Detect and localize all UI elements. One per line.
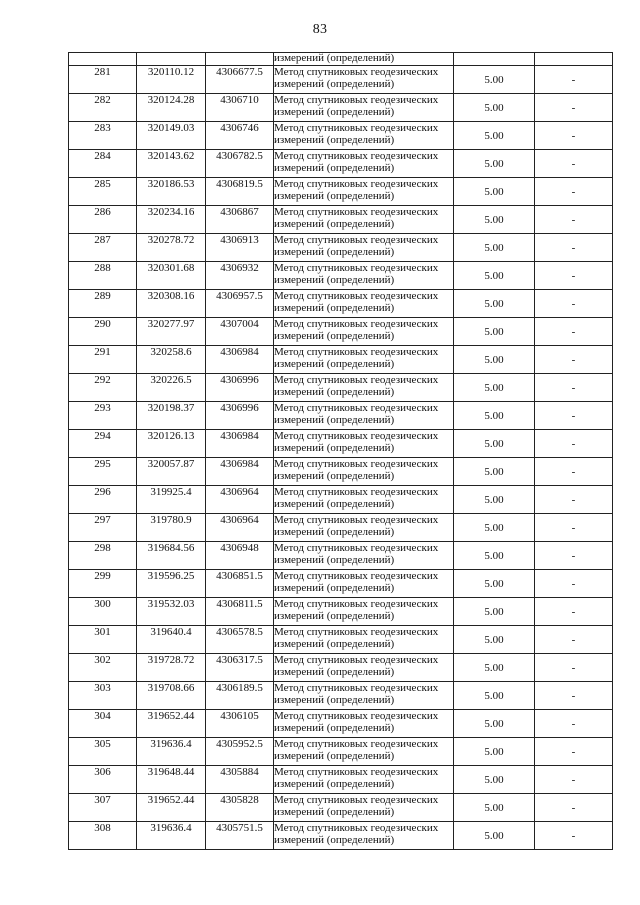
method-line-2: измерений (определений) [274,834,395,846]
cell-extra: - [535,122,613,150]
method-line-1: Метод спутниковых геодезических [274,626,439,638]
cell-method [274,430,454,458]
cell-x-coordinate: 320124.28 [137,94,206,122]
table-row [69,66,613,94]
cell-y-coordinate: 4306578.5 [206,626,274,654]
method-line-2: измерений (определений) [274,218,395,230]
cell-extra: - [535,206,613,234]
method-line-1: Метод спутниковых геодезических [274,122,439,134]
cell-y-coordinate: 4306746 [206,122,274,150]
cell-y-coordinate: 4306105 [206,710,274,738]
cell-x-coordinate: 319532.03 [137,598,206,626]
method-line-1: Метод спутниковых геодезических [274,766,439,778]
cell-method [274,710,454,738]
cell-x-coordinate: 320234.16 [137,206,206,234]
method-line-1: Метод спутниковых геодезических [274,66,439,78]
cell-accuracy: 5.00 [454,486,535,514]
cell-point-number: 296 [69,486,137,514]
cell-x-coordinate: 320308.16 [137,290,206,318]
cell-extra: - [535,710,613,738]
table-row [69,290,613,318]
method-line-2: измерений (определений) [274,526,395,538]
method-line-1: Метод спутниковых геодезических [274,822,439,834]
cell-y-coordinate: 4305952.5 [206,738,274,766]
method-line-1: Метод спутниковых геодезических [274,570,439,582]
cell-accuracy [454,53,535,66]
method-line-2: измерений (определений) [274,330,395,342]
method-line-1: Метод спутниковых геодезических [274,374,439,386]
cell-x-coordinate: 320110.12 [137,66,206,94]
cell-method [274,598,454,626]
cell-method [274,150,454,178]
cell-y-coordinate: 4306996 [206,402,274,430]
cell-extra: - [535,514,613,542]
cell-x-coordinate: 320149.03 [137,122,206,150]
cell-accuracy: 5.00 [454,290,535,318]
cell-x-coordinate: 320057.87 [137,458,206,486]
method-line-1: Метод спутниковых геодезических [274,682,439,694]
method-line-2: измерений (определений) [274,470,395,482]
cell-extra: - [535,430,613,458]
cell-extra: - [535,598,613,626]
cell-accuracy: 5.00 [454,430,535,458]
cell-method [274,794,454,822]
method-line-2: измерений (определений) [274,778,395,790]
cell-point-number: 304 [69,710,137,738]
cell-method [274,262,454,290]
method-line-2: измерений (определений) [274,554,395,566]
cell-point-number: 291 [69,346,137,374]
cell-method [274,766,454,794]
cell-point-number: 305 [69,738,137,766]
cell-y-coordinate: 4306710 [206,94,274,122]
method-line-1: Метод спутниковых геодезических [274,402,439,414]
cell-accuracy: 5.00 [454,234,535,262]
cell-point-number: 297 [69,514,137,542]
cell-y-coordinate: 4306867 [206,206,274,234]
method-line-2: измерений (определений) [274,246,395,258]
cell-method [274,206,454,234]
table-row [69,430,613,458]
cell-method [274,66,454,94]
cell-point-number: 282 [69,94,137,122]
cell-extra: - [535,402,613,430]
cell-x-coordinate: 320226.5 [137,374,206,402]
method-line-2: измерений (определений) [274,498,395,510]
cell-x-coordinate: 320277.97 [137,318,206,346]
method-line-2: измерений (определений) [274,750,395,762]
cell-x-coordinate: 320278.72 [137,234,206,262]
cell-point-number: 290 [69,318,137,346]
cell-method [274,626,454,654]
cell-method [274,94,454,122]
cell-y-coordinate: 4306957.5 [206,290,274,318]
table-row [69,94,613,122]
cell-point-number: 284 [69,150,137,178]
cell-extra: - [535,570,613,598]
cell-method [274,738,454,766]
table-row [69,150,613,178]
cell-accuracy: 5.00 [454,654,535,682]
method-line-2: измерений (определений) [274,414,395,426]
cell-x-coordinate: 319636.4 [137,738,206,766]
table-row [69,486,613,514]
cell-extra: - [535,94,613,122]
cell-point-number: 302 [69,654,137,682]
cell-extra: - [535,486,613,514]
cell-x-coordinate: 320126.13 [137,430,206,458]
method-line-1: Метод спутниковых геодезических [274,318,439,330]
cell-accuracy: 5.00 [454,206,535,234]
cell-y-coordinate: 4306851.5 [206,570,274,598]
cell-extra: - [535,626,613,654]
cell-accuracy: 5.00 [454,262,535,290]
cell-x-coordinate: 319640.4 [137,626,206,654]
cell-accuracy: 5.00 [454,374,535,402]
table-row [69,234,613,262]
method-line-1: Метод спутниковых геодезических [274,94,439,106]
cell-extra: - [535,654,613,682]
method-line-1: Метод спутниковых геодезических [274,486,439,498]
cell-accuracy: 5.00 [454,458,535,486]
cell-accuracy: 5.00 [454,402,535,430]
cell-method [274,822,454,850]
cell-y-coordinate: 4306984 [206,430,274,458]
method-line-1: Метод спутниковых геодезических [274,598,439,610]
method-line-2: измерений (определений) [274,78,395,90]
cell-point-number: 281 [69,66,137,94]
table-row [69,710,613,738]
cell-point-number: 303 [69,682,137,710]
cell-accuracy: 5.00 [454,94,535,122]
page-number: 83 [312,22,328,37]
cell-y-coordinate: 4305751.5 [206,822,274,850]
cell-x-coordinate: 319636.4 [137,822,206,850]
cell-point-number: 301 [69,626,137,654]
cell-y-coordinate: 4306811.5 [206,598,274,626]
cell-x-coordinate: 319708.66 [137,682,206,710]
cell-accuracy: 5.00 [454,598,535,626]
cell-extra: - [535,766,613,794]
cell-x-coordinate: 319652.44 [137,794,206,822]
cell-x-coordinate: 320186.53 [137,178,206,206]
cell-method [274,290,454,318]
method-line-1: Метод спутниковых геодезических [274,290,439,302]
method-line-1: Метод спутниковых геодезических [274,234,439,246]
method-line-2: измерений (определений) [274,694,395,706]
method-line-2: измерений (определений) [274,722,395,734]
cell-accuracy: 5.00 [454,514,535,542]
cell-x-coordinate: 319652.44 [137,710,206,738]
table-row [69,766,613,794]
method-line-2: измерений (определений) [274,638,395,650]
cell-extra: - [535,290,613,318]
table-row [69,654,613,682]
method-line-1: Метод спутниковых геодезических [274,794,439,806]
method-line-2: измерений (определений) [274,190,395,202]
cell-method [274,402,454,430]
cell-y-coordinate: 4306964 [206,486,274,514]
cell-y-coordinate: 4306677.5 [206,66,274,94]
cell-y-coordinate: 4306913 [206,234,274,262]
cell-point-number: 287 [69,234,137,262]
cell-y [206,53,274,66]
cell-y-coordinate: 4306984 [206,458,274,486]
table-row [69,822,613,850]
cell-y-coordinate: 4306996 [206,374,274,402]
method-line-1: Метод спутниковых геодезических [274,542,439,554]
cell-method [274,122,454,150]
method-line-2: измерений (определений) [274,106,395,118]
cell-point-number: 289 [69,290,137,318]
table-row [69,682,613,710]
cell-extra: - [535,66,613,94]
cell-accuracy: 5.00 [454,346,535,374]
cell-y-coordinate: 4306948 [206,542,274,570]
method-line-1: Метод спутниковых геодезических [274,206,439,218]
table-row [69,262,613,290]
table-row [69,514,613,542]
cell-extra: - [535,346,613,374]
cell-x [137,53,206,66]
method-line-1: Метод спутниковых геодезических [274,458,439,470]
cell-accuracy: 5.00 [454,682,535,710]
cell-method [274,542,454,570]
cell-accuracy: 5.00 [454,710,535,738]
cell-y-coordinate: 4307004 [206,318,274,346]
cell-method [274,318,454,346]
cell-accuracy: 5.00 [454,66,535,94]
cell-extra: - [535,374,613,402]
cell-point-number: 285 [69,178,137,206]
cell-method [274,178,454,206]
cell-point-number: 300 [69,598,137,626]
cell-point-number: 288 [69,262,137,290]
table-row [69,794,613,822]
table-row [69,346,613,374]
cell-point-number: 299 [69,570,137,598]
cell-method: измерений (определений) [274,53,454,66]
cell-y-coordinate: 4306819.5 [206,178,274,206]
method-line-2: измерений (определений) [274,386,395,398]
cell-method [274,234,454,262]
cell-y-coordinate: 4305828 [206,794,274,822]
method-line-2: измерений (определений) [274,134,395,146]
method-line-2: измерений (определений) [274,442,395,454]
cell-extra: - [535,150,613,178]
method-line-2: измерений (определений) [274,162,395,174]
cell-point-number: 306 [69,766,137,794]
method-line-2: измерений (определений) [274,666,395,678]
cell-point-number: 283 [69,122,137,150]
table-row [69,598,613,626]
cell-accuracy: 5.00 [454,794,535,822]
cell-point-number: 307 [69,794,137,822]
continuation-row [69,53,613,66]
cell-extra: - [535,178,613,206]
coordinates-table [68,52,613,850]
method-line-2: измерений (определений) [274,358,395,370]
cell-y-coordinate: 4306932 [206,262,274,290]
cell-method [274,682,454,710]
cell-accuracy: 5.00 [454,822,535,850]
cell-x-coordinate: 319728.72 [137,654,206,682]
cell-accuracy: 5.00 [454,626,535,654]
cell-extra: - [535,458,613,486]
cell-method [274,374,454,402]
cell-extra: - [535,822,613,850]
cell-method [274,514,454,542]
cell-extra: - [535,738,613,766]
cell-accuracy: 5.00 [454,150,535,178]
table-row [69,374,613,402]
cell-method [274,458,454,486]
cell-accuracy: 5.00 [454,318,535,346]
table-row [69,570,613,598]
cell-extra: - [535,262,613,290]
cell-x-coordinate: 319925.4 [137,486,206,514]
method-line-1: Метод спутниковых геодезических [274,178,439,190]
cell-method [274,570,454,598]
table-row [69,626,613,654]
cell-method [274,346,454,374]
cell-point-number: 293 [69,402,137,430]
table-row [69,542,613,570]
cell-y-coordinate: 4306782.5 [206,150,274,178]
method-line-2: измерений (определений) [274,806,395,818]
cell-point-number: 294 [69,430,137,458]
table-row [69,318,613,346]
cell-accuracy: 5.00 [454,738,535,766]
cell-point-number: 295 [69,458,137,486]
cell-point-number: 308 [69,822,137,850]
cell-x-coordinate: 320198.37 [137,402,206,430]
cell-point-number: 292 [69,374,137,402]
cell-point-number: 298 [69,542,137,570]
cell-method [274,486,454,514]
table-row [69,122,613,150]
table-row [69,178,613,206]
method-line-2: измерений (определений) [274,302,395,314]
method-line-1: Метод спутниковых геодезических [274,738,439,750]
cell-extra [535,53,613,66]
method-line-1: Метод спутниковых геодезических [274,710,439,722]
cell-extra: - [535,542,613,570]
cell-y-coordinate: 4306964 [206,514,274,542]
method-line-1: Метод спутниковых геодезических [274,430,439,442]
cell-y-coordinate: 4306317.5 [206,654,274,682]
method-line-2: измерений (определений) [274,274,395,286]
table-row [69,402,613,430]
cell-accuracy: 5.00 [454,122,535,150]
cell-x-coordinate: 319684.56 [137,542,206,570]
method-line-1: Метод спутниковых геодезических [274,346,439,358]
cell-point-number: 286 [69,206,137,234]
table-row [69,458,613,486]
method-line-1: Метод спутниковых геодезических [274,150,439,162]
table-row [69,206,613,234]
method-line-1: Метод спутниковых геодезических [274,654,439,666]
cell-y-coordinate: 4306984 [206,346,274,374]
cell-method [274,654,454,682]
cell-extra: - [535,794,613,822]
cell-y-coordinate: 4306189.5 [206,682,274,710]
cell-accuracy: 5.00 [454,542,535,570]
cell-extra: - [535,318,613,346]
cell-x-coordinate: 319780.9 [137,514,206,542]
method-line-2: измерений (определений) [274,582,395,594]
method-line-2: измерений (определений) [274,610,395,622]
table-row [69,738,613,766]
method-line-1: Метод спутниковых геодезических [274,514,439,526]
cell-x-coordinate: 319596.25 [137,570,206,598]
cell-x-coordinate: 320143.62 [137,150,206,178]
cell-x-coordinate: 320301.68 [137,262,206,290]
cell-accuracy: 5.00 [454,570,535,598]
cell-extra: - [535,682,613,710]
cell-y-coordinate: 4305884 [206,766,274,794]
cell-accuracy: 5.00 [454,178,535,206]
cell-x-coordinate: 319648.44 [137,766,206,794]
cell-accuracy: 5.00 [454,766,535,794]
cell-x-coordinate: 320258.6 [137,346,206,374]
cell-num [69,53,137,66]
cell-extra: - [535,234,613,262]
method-line-1: Метод спутниковых геодезических [274,262,439,274]
